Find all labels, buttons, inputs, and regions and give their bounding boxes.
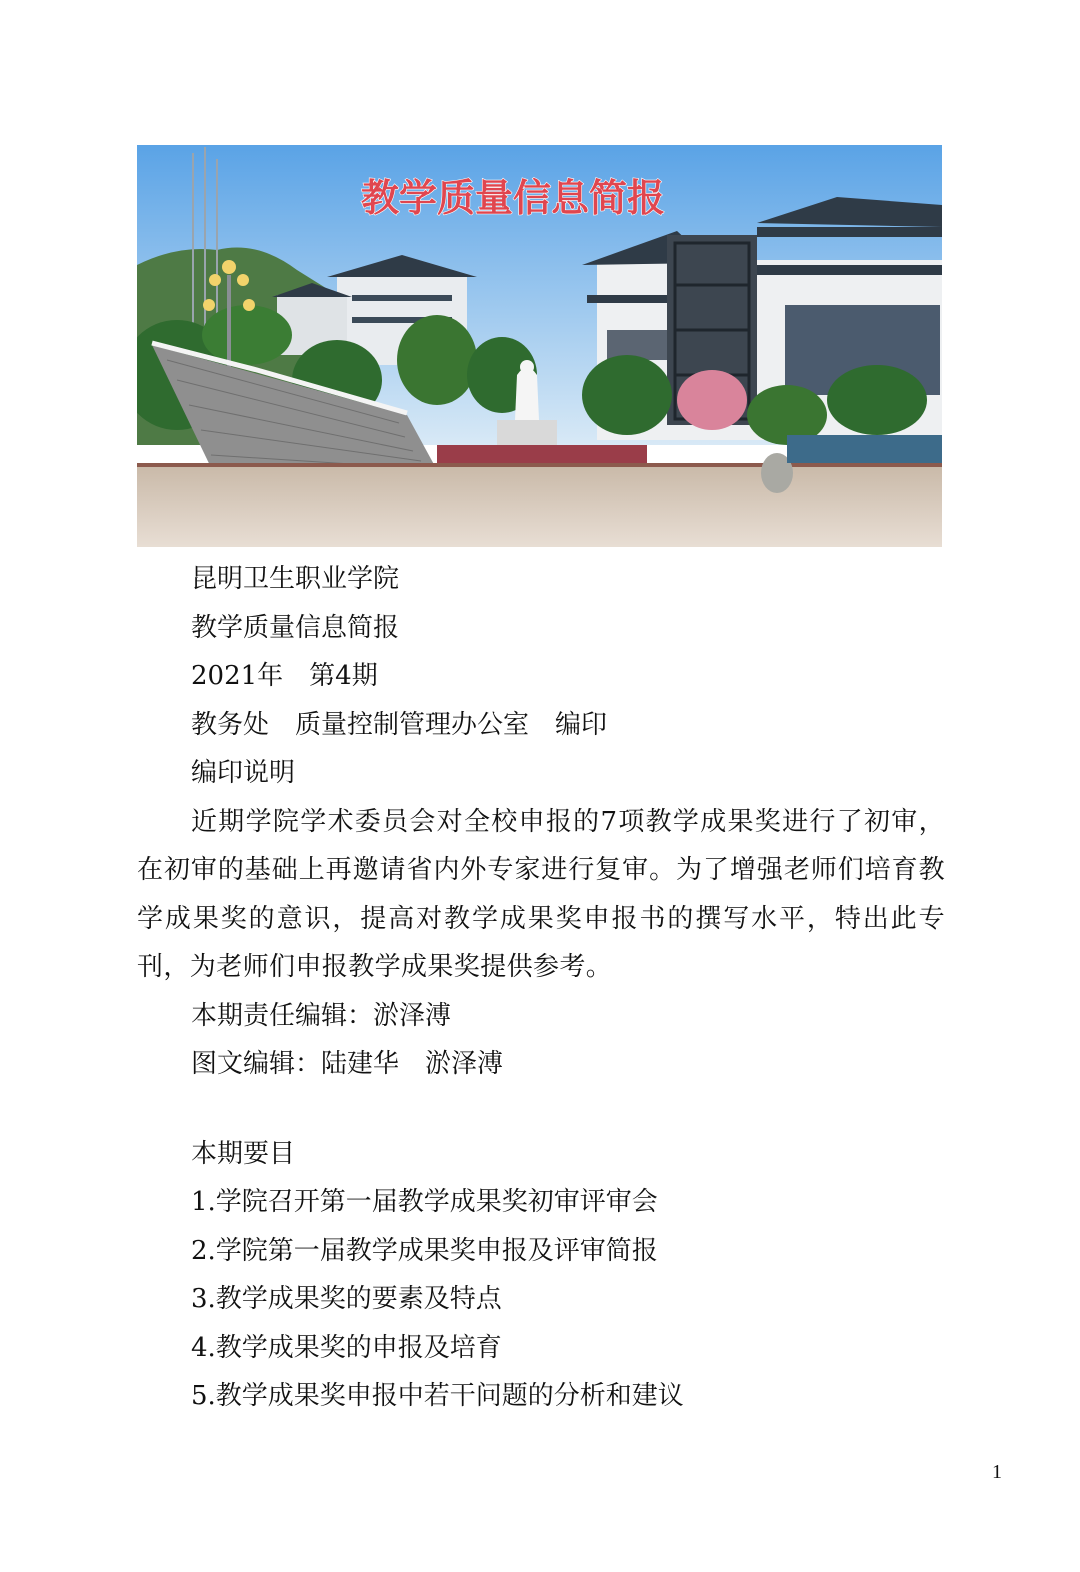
cover-photo <box>137 145 942 547</box>
contents-heading: 本期要目 <box>191 1138 296 1169</box>
notes-paragraph: 近期学院学术委员会对全校申报的7项教学成果奖进行了初审，在初审的基础上再邀请省内外专家进行复审。为了增强老师们培育教学成果奖的意识，提高对教学成果奖申报书的撰写水平，特出此专刊，为老师们申报教学成果奖提供参考。 <box>137 806 945 982</box>
section-spacer <box>137 1089 945 1130</box>
display-boards <box>787 435 942 463</box>
graphic-editors: 图文编辑：陆建华 淤泽溥 <box>191 1049 504 1079</box>
responsible-editor: 本期责任编辑：淤泽溥 <box>191 1000 452 1031</box>
campus-photo-illustration <box>137 145 942 547</box>
plaza-border <box>137 463 942 467</box>
contents-item: 4.教学成果奖的申报及培育 <box>191 1332 502 1363</box>
contents-item: 3.教学成果奖的要素及特点 <box>191 1284 502 1314</box>
document-body <box>137 555 945 1421</box>
publisher-line: 教务处 质量控制管理办公室 编印 <box>191 709 608 740</box>
contents-item: 1.学院召开第一届教学成果奖初审评审会 <box>191 1187 658 1217</box>
plaza <box>137 465 942 547</box>
issue-number: 2021年 第4期 <box>191 661 378 691</box>
contents-item: 5.教学成果奖申报中若干问题的分析和建议 <box>191 1381 684 1411</box>
banner-title: 教学质量信息简报 <box>360 176 666 220</box>
contents-item: 2.学院第一届教学成果奖申报及评审简报 <box>191 1235 658 1266</box>
publication-title: 教学质量信息简报 <box>191 612 400 643</box>
notes-heading: 编印说明 <box>191 758 296 788</box>
college-name: 昆明卫生职业学院 <box>191 564 400 594</box>
page-number: 1 <box>992 1461 1002 1483</box>
